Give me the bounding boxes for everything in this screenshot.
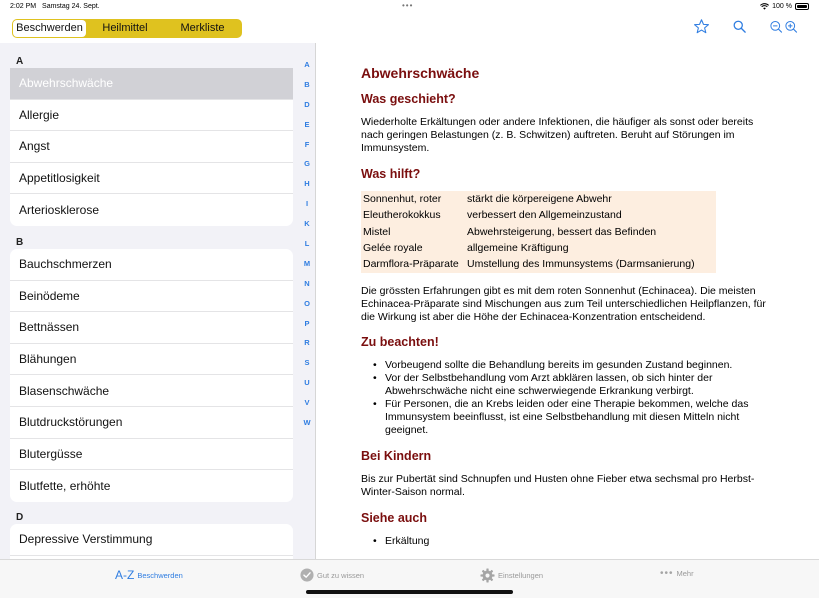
section-header-d: D <box>16 512 24 523</box>
section-header-b: B <box>16 237 24 248</box>
index-letter[interactable]: R <box>304 338 310 348</box>
table-row <box>361 191 716 207</box>
list-item[interactable]: Blutergüsse <box>10 439 293 471</box>
remedy-name[interactable]: Sonnenhut, roter <box>363 192 442 205</box>
table-row <box>361 240 716 256</box>
see-also-list <box>361 535 771 548</box>
remedy-name[interactable]: Mistel <box>363 225 391 238</box>
battery-percent: 100 % <box>772 3 792 10</box>
index-letter[interactable]: L <box>304 239 310 249</box>
nav-bar <box>0 14 819 43</box>
table-row <box>361 207 716 223</box>
home-indicator[interactable] <box>306 590 513 594</box>
remedy-name[interactable]: Gelée royale <box>363 241 423 254</box>
see-also-link[interactable]: • Erkältung <box>361 535 771 548</box>
alphabet-index[interactable] <box>300 60 314 438</box>
list-item[interactable]: Appetitlosigkeit <box>10 163 293 195</box>
status-bar <box>0 0 819 14</box>
wifi-icon <box>760 3 769 10</box>
remedy-effect: Abwehrsteigerung, bessert das Befinden <box>467 225 657 238</box>
az-icon: A-Z <box>115 568 135 582</box>
list-item: • Vorbeugend sollte die Behandlung bereits im gesunden Zustand beginnen. <box>361 359 771 372</box>
tab-label: Beschwerden <box>137 570 183 580</box>
list-item[interactable]: Blutfette, erhöhte <box>19 478 111 493</box>
tab-label: Einstellungen <box>498 571 544 580</box>
table-row <box>361 224 716 240</box>
list-item[interactable]: Blasenschwäche <box>10 375 293 407</box>
zoom-in-icon[interactable] <box>784 18 799 35</box>
index-letter[interactable]: M <box>303 258 311 268</box>
index-letter[interactable]: W <box>303 418 311 428</box>
tab-label: Mehr <box>676 569 694 578</box>
heading-notes: Zu beachten! <box>361 335 439 350</box>
list-item[interactable]: Arteriosklerose <box>19 203 100 218</box>
table-row <box>361 256 716 272</box>
section-group-a <box>10 68 293 226</box>
segment-beschwerden[interactable]: Beschwerden <box>13 20 86 37</box>
section-group-b <box>10 249 293 502</box>
remedy-effect: Umstellung des Immunsystems (Darmsanierung) <box>467 258 695 271</box>
status-date: Samstag 24. Sept. <box>42 3 100 10</box>
notes-list <box>361 359 771 436</box>
list-item: • Vor der Selbstbehandlung vom Arzt abklären lassen, ob sich hinter der Abwehrschwäche nicht eine schwerwiegende Erkrankung verbirgt. <box>361 372 771 398</box>
list-item[interactable]: Beinödeme <box>10 281 293 313</box>
index-letter[interactable]: N <box>304 278 310 288</box>
heading-children: Bei Kindern <box>361 448 432 463</box>
complaints-list-pane[interactable] <box>0 43 316 559</box>
tab-einstellungen[interactable] <box>480 568 543 583</box>
nav-actions <box>693 18 799 35</box>
index-letter[interactable]: D <box>304 99 310 109</box>
battery-icon <box>795 3 809 10</box>
list-item: • Für Personen, die an Krebs leiden oder eine Therapie bekommen, welche das Immunsystem beeinflusst, ist eine Selbstbehandlung mit diesen Mitteln nicht geeignet. <box>361 398 771 437</box>
remedy-effect: allgemeine Kräftigung <box>467 241 569 254</box>
remedy-effect: stärkt die körpereigene Abwehr <box>467 192 612 205</box>
paragraph-children: Bis zur Pubertät sind Schnupfen und Husten ohne Fieber etwa sechsmal pro Herbst-Winter-Saison normal. <box>361 472 755 498</box>
article-title: Abwehrschwäche <box>361 65 480 81</box>
search-icon[interactable] <box>732 18 747 35</box>
index-letter[interactable]: K <box>304 219 310 229</box>
tab-beschwerden[interactable] <box>115 568 183 582</box>
remedy-name[interactable]: Eleutherokokkus <box>363 209 441 222</box>
remedies-table <box>361 191 716 273</box>
list-item[interactable]: Bettnässen <box>10 312 293 344</box>
article-pane[interactable] <box>317 43 819 559</box>
paragraph-what-happens: Wiederholte Erkältungen oder andere Infektionen, die häufiger als sonst oder bereits nach geringen Belastungen (z. B. Schwitzen) auftreten. Beruht auf Störungen im Immunsystem. <box>361 116 754 154</box>
index-letter[interactable]: P <box>304 318 310 328</box>
list-item[interactable]: Blutdruckstörungen <box>10 407 293 439</box>
list-item[interactable]: Allergie <box>10 100 293 132</box>
list-item[interactable]: Angst <box>10 131 293 163</box>
heading-see-also: Siehe auch <box>361 510 427 525</box>
index-letter[interactable]: U <box>304 378 310 388</box>
index-letter[interactable]: I <box>305 199 309 209</box>
index-letter[interactable]: B <box>304 79 310 89</box>
segment-merkliste[interactable]: Merkliste <box>180 22 225 34</box>
list-item[interactable]: Bauchschmerzen <box>10 249 293 281</box>
heading-what-helps: Was hilft? <box>361 166 421 181</box>
gear-icon <box>480 568 495 583</box>
article <box>361 65 771 560</box>
zoom-controls <box>769 18 799 35</box>
list-item[interactable]: Depressive Verstimmung <box>10 524 293 556</box>
index-letter[interactable]: A <box>304 60 310 69</box>
index-letter[interactable]: H <box>304 179 310 189</box>
star-icon[interactable] <box>693 18 710 35</box>
section-header-a: A <box>16 56 24 67</box>
index-letter[interactable]: S <box>304 358 310 368</box>
index-letter[interactable]: G <box>304 159 310 169</box>
segmented-control <box>12 19 242 38</box>
list-item[interactable]: Abwehrschwäche <box>10 68 293 100</box>
tab-bar <box>0 559 819 598</box>
multitask-dots[interactable]: ••• <box>402 1 414 10</box>
tab-label: Gut zu wissen <box>317 570 365 580</box>
zoom-out-icon[interactable] <box>769 18 784 35</box>
tab-gut-zu-wissen[interactable] <box>300 568 364 582</box>
status-time: 2:02 PM <box>10 3 37 10</box>
paragraph-what-helps: Die grössten Erfahrungen gibt es mit dem roten Sonnenhut (Echinacea). Die meisten Echinacea-Präparate sind Mischungen aus zum Teil unterschiedlichen Heilpflanzen, für die Wirkung ist aber die Höhe der Echinacea-Konzentration entscheidend. <box>361 284 766 323</box>
check-circle-icon <box>300 568 314 582</box>
index-letter[interactable]: E <box>304 119 310 129</box>
heading-what-happens: Was geschieht? <box>361 92 456 106</box>
ellipsis-icon: ••• <box>660 568 674 579</box>
list-item[interactable]: Blähungen <box>10 344 293 376</box>
index-letter[interactable]: V <box>304 398 310 408</box>
remedy-name[interactable]: Darmflora-Präparate <box>363 258 459 271</box>
tab-mehr[interactable] <box>660 568 694 579</box>
status-right <box>760 3 809 10</box>
remedy-effect: verbessert den Allgemeinzustand <box>467 209 622 222</box>
index-letter[interactable]: O <box>304 298 310 308</box>
status-left <box>10 3 104 10</box>
index-letter[interactable]: F <box>304 139 310 149</box>
segment-heilmittel[interactable]: Heilmittel <box>102 22 148 34</box>
